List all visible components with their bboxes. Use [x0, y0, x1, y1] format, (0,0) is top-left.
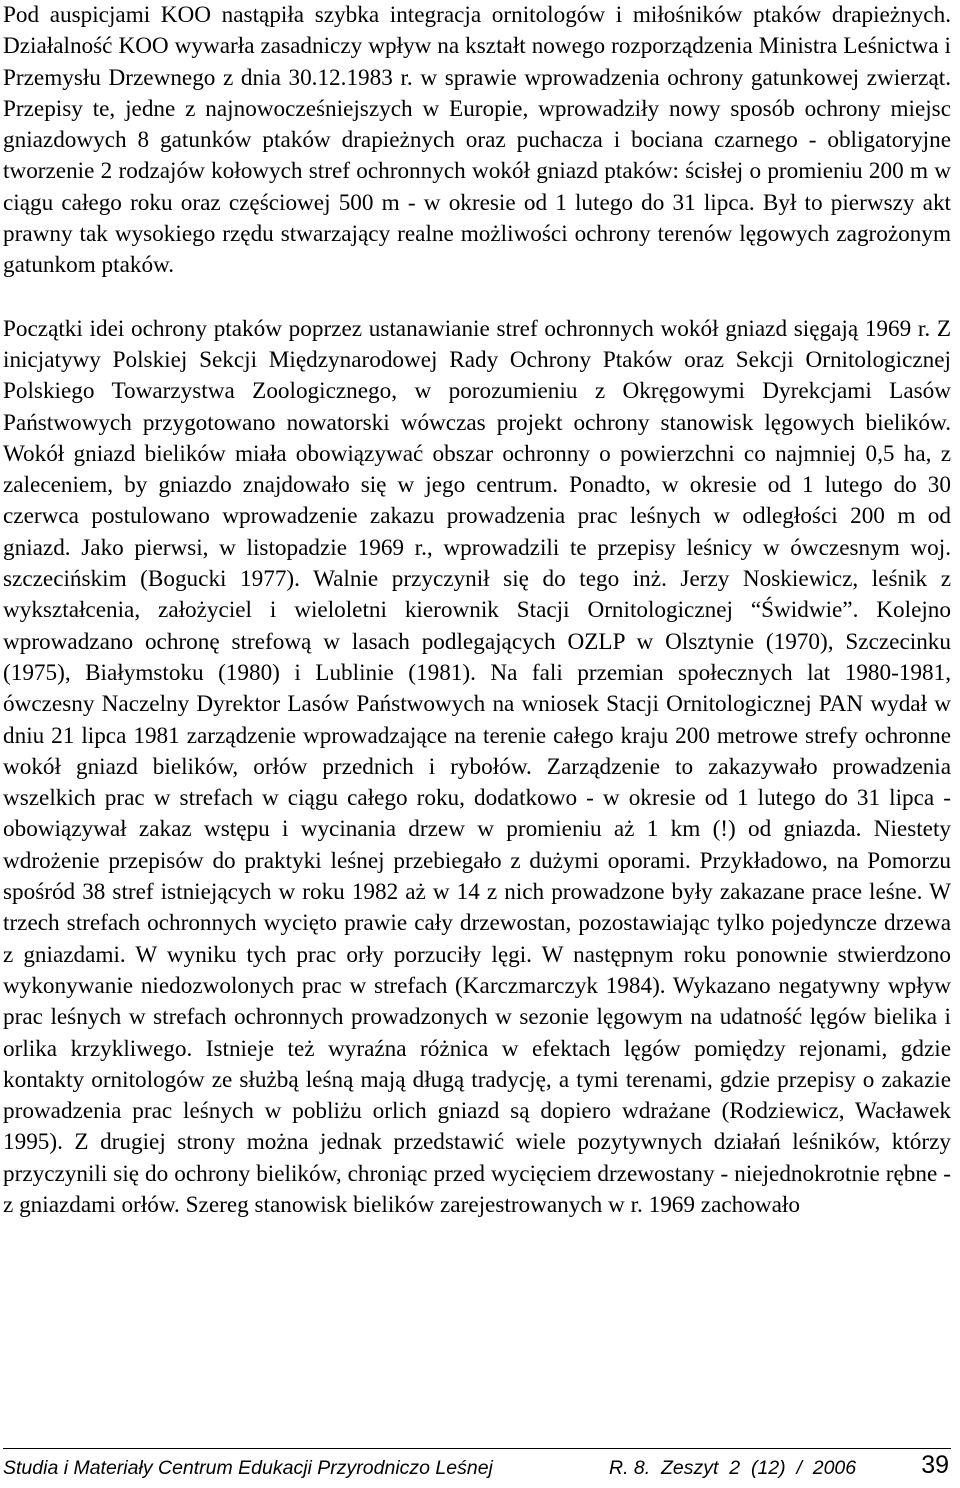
page-body: [3, 0, 951, 1221]
footer-issue-info: R. 8. Zeszyt 2 (12) / 2006: [609, 1457, 857, 1479]
footer-divider: [3, 1448, 951, 1449]
page-number: 39: [921, 1451, 949, 1479]
body-paragraph-1: Pod auspicjami KOO nastąpiła szybka integracja ornitologów i miłośników ptaków drapieżnych. Działalność KOO wywarła zasadniczy wpływ na kształt nowego rozporządzenia Ministra Leśnictwa i Przemysłu Drzewnego z dnia 30.12.1983 r. w sprawie wprowadzenia ochrony gatunkowej zwierząt. Przepisy te, jedne z najnowocześniejszych w Europie, wprowadziły nowy sposób ochrony miejsc gniazdowych 8 gatunków ptaków drapieżnych oraz puchacza i bociana czarnego - obligatoryjne tworzenie 2 rodzajów kołowych stref ochronnych wokół gniazd ptaków: ścisłej o promieniu 200 m w ciągu całego roku oraz częściowej 500 m - w okresie od 1 lutego do 31 lipca. Był to pierwszy akt prawny tak wysokiego rzędu stwarzający realne możliwości ochrony terenów lęgowych zagrożonym gatunkom ptaków.: [3, 2, 951, 279]
page-footer: [3, 1451, 951, 1484]
body-paragraph-2: Początki idei ochrony ptaków poprzez ustanawianie stref ochronnych wokół gniazd sięgają 1969 r. Z inicjatywy Polskiej Sekcji Międzynarodowej Rady Ochrony Ptaków oraz Sekcji Ornitologicznej Polskiego Towarzystwa Zoologicznego, w porozumieniu z Okręgowymi Dyrekcjami Lasów Państwowych przygotowano nowatorski wówczas projekt ochrony stanowisk lęgowych bielików. Wokół gniazd bielików miała obowiązywać obszar ochronny o powierzchni co najmniej 0,5 ha, z zaleceniem, by gniazdo znajdowało się w jego centrum. Ponadto, w okresie od 1 lutego do 30 czerwca postulowano wprowadzenie zakazu prowadzenia prac leśnych w odległości 200 m od gniazd. Jako pierwsi, w listopadzie 1969 r., wprowadzili te przepisy leśnicy w ówczesnym woj. szczecińskim (Bogucki 1977). Walnie przyczynił się do tego inż. Jerzy Noskiewicz, leśnik z wykształcenia, założyciel i wieloletni kierownik Stacji Ornitologicznej “Świdwie”. Kolejno wprowadzano ochronę strefową w lasach podlegających OZLP w Olsztynie (1970), Szczecinku (1975), Białymstoku (1980) i Lublinie (1981). Na fali przemian społecznych lat 1980-1981, ówczesny Naczelny Dyrektor Lasów Państwowych na wniosek Stacji Ornitologicznej PAN wydał w dniu 21 lipca 1981 zarządzenie wprowadzające na terenie całego kraju 200 metrowe strefy ochronne wokół gniazd bielików, orłów przednich i rybołów. Zarządzenie to zakazywało prowadzenia wszelkich prac w strefach w ciągu całego roku, dodatkowo - w okresie od 1 lutego do 31 lipca - obowiązywał zakaz wstępu i wycinania drzew w promieniu aż 1 km (!) od gniazda. Niestety wdrożenie przepisów do praktyki leśnej przebiegało z dużymi oporami. Przykładowo, na Pomorzu spośród 38 stref istniejących w roku 1982 aż w 14 z nich prowadzone były zakazane prace leśne. W trzech strefach ochronnych wycięto prawie cały drzewostan, pozostawiając tylko pojedyncze drzewa z gniazdami. W wyniku tych prac orły porzuciły lęgi. W następnym roku ponownie stwierdzono wykonywanie niedozwolonych prac w strefach (Karczmarczyk 1984). Wykazano negatywny wpływ prac leśnych w strefach ochronnych prowadzonych w sezonie lęgowym na udatność lęgów bielika i orlika krzykliwego. Istnieje też wyraźna różnica w efektach lęgów pomiędzy rejonami, gdzie kontakty ornitologów ze służbą leśną mają długą tradycję, a tymi terenami, gdzie przepisy o zakazie prowadzenia prac leśnych w pobliżu orlich gniazd są dopiero wdrażane (Rodziewicz, Wacławek 1995). Z drugiej strony można jednak przedstawić wiele pozytywnych działań leśników, którzy przyczynili się do ochrony bielików, chroniąc przed wycięciem drzewostany - niejednokrotnie rębne - z gniazdami orłów. Szereg stanowisk bielików zarejestrowanych w r. 1969 zachowało: [3, 315, 951, 1218]
footer-journal-title: Studia i Materiały Centrum Edukacji Przyrodniczo Leśnej: [3, 1457, 493, 1479]
